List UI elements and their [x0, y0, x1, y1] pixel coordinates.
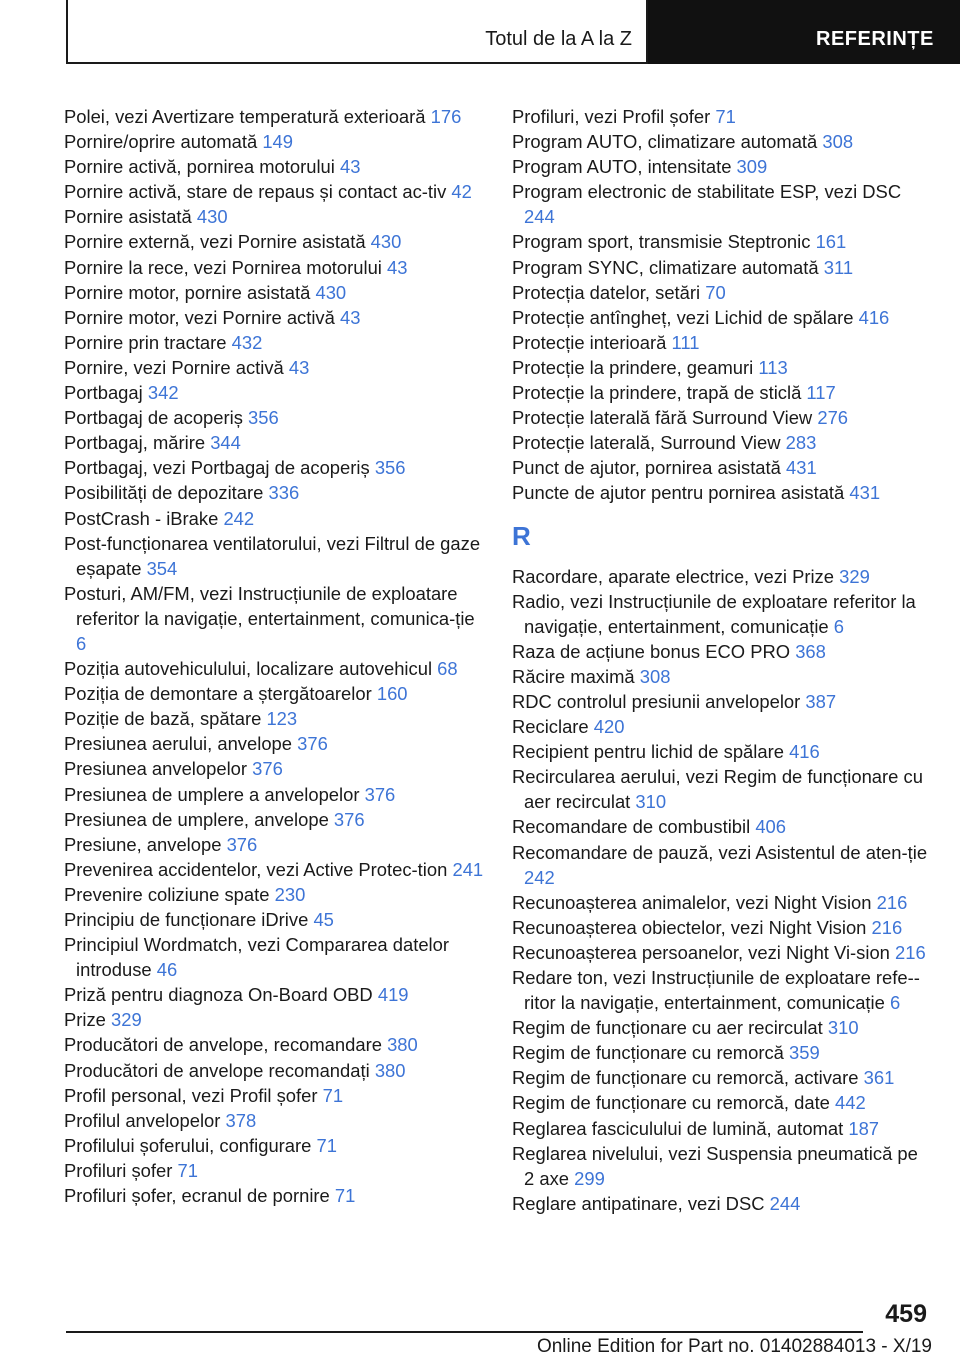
index-entry: [512, 764, 932, 814]
index-entry: [512, 589, 932, 639]
index-entry-page-link[interactable]: 310: [635, 791, 667, 813]
index-entry-text: Recunoașterea persoanelor, vezi Night Vi-sion: [512, 941, 890, 963]
index-entry-text: Redare ton, vezi Instrucțiunile de exploatare refe-ritor la navigație, entertainment, comunicație: [512, 967, 920, 1014]
index-entry-page-link[interactable]: 420: [593, 716, 625, 738]
index-entry-text: Pornire, vezi Pornire activă: [64, 356, 284, 378]
index-entry-text: Principiul Wordmatch, vezi Compararea datelor introduse: [64, 934, 449, 981]
index-entry-page-link[interactable]: 42: [451, 181, 472, 203]
footer-edition-text: Online Edition for Part no. 01402884013 - X/19: [536, 1336, 932, 1357]
index-entry-text: Protecție la prindere, trapă de sticlă: [512, 382, 802, 404]
index-entry: [64, 179, 484, 204]
index-entry-text: Protecția datelor, setări: [512, 281, 701, 303]
index-entry-page-link[interactable]: 187: [848, 1117, 880, 1139]
index-entry: [512, 104, 932, 129]
index-entry: [64, 255, 484, 280]
index-entry-text: Pornire la rece, vezi Pornirea motorului: [64, 256, 382, 278]
index-entry: [64, 280, 484, 305]
index-entry: [512, 154, 932, 179]
index-entry: [64, 581, 484, 656]
index-entry-text: Program electronic de stabilitate ESP, vezi DSC: [512, 181, 902, 203]
index-entry-text: Poziția autovehiculului, localizare autovehicul: [64, 658, 433, 680]
index-entry-text: Pornire prin tractare: [64, 331, 227, 353]
index-entry-page-link[interactable]: 356: [248, 407, 279, 429]
index-entry-page-link[interactable]: 329: [839, 565, 870, 587]
index-entry-text: Pornire/oprire automată: [64, 131, 258, 153]
index-entry-page-link[interactable]: 276: [817, 407, 849, 429]
index-entry-text: Presiunea de umplere a anvelopelor: [64, 783, 360, 805]
index-entry-page-link[interactable]: 299: [574, 1167, 605, 1189]
index-entry: [512, 405, 932, 430]
header-section-label: REFERINȚE: [816, 28, 934, 50]
index-entry: [64, 506, 484, 531]
index-entry-text: Portbagaj de acoperiș: [64, 407, 243, 429]
index-entry-page-link[interactable]: 43: [339, 306, 361, 328]
index-entry-page-link[interactable]: 283: [785, 432, 817, 454]
index-entry-page-link[interactable]: 378: [225, 1109, 257, 1131]
index-entry-text: Protecție interioară: [512, 331, 667, 353]
index-entry-text: Prize: [64, 1009, 106, 1031]
index-entry-page-link[interactable]: 376: [252, 758, 283, 780]
index-entry-page-link[interactable]: 113: [758, 356, 788, 378]
index-entry-page-link[interactable]: 310: [827, 1017, 859, 1039]
index-entry-text: Profil personal, vezi Profil șofer: [64, 1084, 318, 1106]
index-entry-page-link[interactable]: 43: [387, 256, 408, 278]
index-entry-text: Presiunea aerului, anvelope: [64, 733, 292, 755]
index-entry-page-link[interactable]: 149: [262, 131, 294, 153]
index-entry-page-link[interactable]: 70: [705, 281, 726, 303]
index-entry: [512, 1191, 932, 1216]
index-entry-page-link[interactable]: 336: [268, 482, 300, 504]
index-entry-text: Presiune, anvelope: [64, 833, 222, 855]
index-entry: [512, 129, 932, 154]
index-entry: [64, 782, 484, 807]
index-entry-text: Program SYNC, climatizare automată: [512, 256, 819, 278]
index-entry-text: Recircularea aerului, vezi Regim de funcționare cu aer recirculat: [512, 766, 923, 813]
index-entry: [64, 129, 484, 154]
index-entry-text: Recomandare de pauză, vezi Asistentul de aten-ție: [512, 841, 928, 863]
index-group-p: [512, 104, 932, 506]
index-entry-page-link[interactable]: 416: [858, 306, 890, 328]
index-entry-page-link[interactable]: 216: [895, 941, 926, 963]
index-entry-text: Prevenirea accidentelor, vezi Active Protec-tion: [64, 858, 448, 880]
index-entry: [64, 480, 484, 505]
index-entry: [64, 882, 484, 907]
index-entry: [512, 1090, 932, 1115]
index-entry-text: RDC controlul presiunii anvelopelor: [512, 690, 801, 712]
index-entry: [512, 940, 932, 965]
index-entry: [64, 305, 484, 330]
index-entry: [64, 430, 484, 455]
index-entry-page-link[interactable]: 387: [805, 690, 837, 712]
index-entry-text: Post-funcționarea ventilatorului, vezi Filtrul de gaze eșapate: [64, 532, 481, 579]
index-entry: [64, 455, 484, 480]
index-entry: [64, 154, 484, 179]
index-entry: [64, 330, 484, 355]
index-entry: [64, 1108, 484, 1133]
index-entry: [512, 890, 932, 915]
index-entry-text: Radio, vezi Instrucțiunile de exploatare referitor la navigație, entertainment, comunicație: [512, 590, 916, 637]
index-entry-page-link[interactable]: 368: [795, 640, 826, 662]
index-entry-page-link[interactable]: 176: [430, 106, 462, 127]
index-entry-page-link[interactable]: 6: [76, 632, 87, 654]
index-entry-text: Program sport, transmisie Steptronic: [512, 231, 811, 253]
index-entry-text: Protecție laterală, Surround View: [512, 432, 781, 454]
index-entry-page-link[interactable]: 430: [315, 281, 347, 303]
index-entry: [512, 814, 932, 839]
index-entry-page-link[interactable]: 161: [815, 231, 847, 253]
index-entry-page-link[interactable]: 6: [889, 992, 901, 1014]
index-section-letter: R: [512, 520, 531, 551]
index-entry: [64, 1133, 484, 1158]
index-entry-text: Portbagaj, mărire: [64, 432, 206, 454]
index-entry: [64, 982, 484, 1007]
index-entry-page-link[interactable]: 123: [266, 708, 298, 730]
index-entry: [512, 639, 932, 664]
index-entry: [512, 714, 932, 739]
index-entry-page-link[interactable]: 230: [274, 883, 306, 905]
index-entry: [512, 915, 932, 940]
index-entry: [64, 907, 484, 932]
index-entry: [64, 1032, 484, 1057]
index-entry-text: Răcire maximă: [512, 665, 635, 687]
index-entry-text: Pornire activă, pornirea motorului: [64, 156, 335, 178]
index-entry-text: Protecție antîngheț, vezi Lichid de spălare: [512, 306, 854, 328]
index-entry-text: Pornire motor, vezi Pornire activă: [64, 306, 335, 328]
index-entry: [512, 380, 932, 405]
index-group-r: [512, 564, 932, 1216]
index-entry-text: Punct de ajutor, pornirea asistată: [512, 457, 781, 479]
index-entry: [512, 564, 932, 589]
index-entry-page-link[interactable]: 431: [786, 457, 817, 479]
index-entry-text: Regim de funcționare cu remorcă, date: [512, 1092, 830, 1114]
index-entry: [512, 1116, 932, 1141]
index-entry-page-link[interactable]: 342: [147, 382, 179, 404]
index-entry-text: Pornire externă, vezi Pornire asistată: [64, 231, 366, 253]
index-entry-page-link[interactable]: 416: [789, 741, 820, 763]
index-entry-text: Recomandare de combustibil: [512, 816, 751, 838]
index-entry: [64, 832, 484, 857]
index-entry: [512, 330, 932, 355]
index-entry-page-link[interactable]: 419: [377, 984, 409, 1006]
index-entry-text: Reciclare: [512, 716, 589, 738]
index-entry: [64, 1183, 484, 1208]
index-entry-page-link[interactable]: 71: [316, 1134, 337, 1156]
index-entry-text: Recipient pentru lichid de spălare: [512, 741, 784, 763]
index-entry: [512, 1040, 932, 1065]
index-entry-text: Poziția de demontare a ștergătoarelor: [64, 683, 372, 705]
index-entry: [64, 1058, 484, 1083]
index-entry: [512, 1141, 932, 1191]
index-entry-page-link[interactable]: 308: [822, 131, 854, 153]
index-entry-page-link[interactable]: 361: [863, 1067, 895, 1089]
index-entry-page-link[interactable]: 244: [769, 1192, 801, 1214]
index-entry-text: Posturi, AM/FM, vezi Instrucțiunile de exploatare referitor la navigație, entertainment, comunica-ție: [64, 582, 475, 629]
index-entry: [64, 1083, 484, 1108]
index-entry-text: Prevenire coliziune spate: [64, 883, 270, 905]
index-entry-text: Posibilități de depozitare: [64, 482, 264, 504]
index-entry-page-link[interactable]: 71: [322, 1084, 344, 1106]
index-entry: [512, 430, 932, 455]
index-entry-text: Pornire motor, pornire asistată: [64, 281, 311, 303]
index-entry: [64, 1158, 484, 1183]
index-entry: [512, 455, 932, 480]
index-entry: [64, 857, 484, 882]
index-entry-text: Portbagaj, vezi Portbagaj de acoperiș: [64, 457, 370, 479]
index-entry-text: Pornire activă, stare de repaus și contact ac-tiv: [64, 181, 447, 203]
index-entry-text: Poziție de bază, spătare: [64, 708, 262, 730]
index-entry-text: Polei, vezi Avertizare temperatură exterioară: [64, 106, 426, 127]
index-entry: [64, 656, 484, 681]
index-entry-text: Profilului șoferului, configurare: [64, 1134, 312, 1156]
index-entry-page-link[interactable]: 216: [876, 891, 908, 913]
index-entry: [512, 739, 932, 764]
index-entry-text: PostCrash - iBrake: [64, 507, 219, 529]
header-title: Totul de la A la Z: [485, 28, 632, 50]
index-entry-text: Presiunea anvelopelor: [64, 758, 248, 780]
index-entry-text: Reglarea nivelului, vezi Suspensia pneumatică pe 2 axe: [512, 1142, 918, 1189]
index-entry-page-link[interactable]: 311: [823, 256, 854, 278]
index-entry: [512, 965, 932, 1015]
index-entry-page-link[interactable]: 160: [376, 683, 408, 705]
page-number: 459: [885, 1300, 927, 1328]
index-entry-text: Regim de funcționare cu remorcă: [512, 1042, 784, 1064]
index-column-right: [512, 104, 932, 1216]
index-entry-text: Profiluri șofer: [64, 1159, 173, 1181]
index-entry-page-link[interactable]: 376: [364, 783, 396, 805]
index-entry-page-link[interactable]: 242: [223, 507, 255, 529]
index-entry-page-link[interactable]: 376: [333, 808, 365, 830]
index-entry: [512, 280, 932, 305]
index-entry-text: Raza de acțiune bonus ECO PRO: [512, 640, 791, 662]
index-entry: [512, 1065, 932, 1090]
index-entry-text: Producători de anvelope recomandați: [64, 1059, 370, 1081]
index-entry: [512, 689, 932, 714]
index-entry-page-link[interactable]: 344: [210, 432, 241, 454]
index-entry-page-link[interactable]: 242: [524, 866, 555, 888]
index-entry-page-link[interactable]: 43: [340, 156, 361, 178]
index-entry: [64, 807, 484, 832]
index-entry-page-link[interactable]: 406: [755, 816, 786, 838]
index-entry-page-link[interactable]: 71: [177, 1159, 198, 1181]
index-entry-text: Priză pentru diagnoza On-Board OBD: [64, 984, 373, 1006]
index-entry-page-link[interactable]: 46: [156, 959, 178, 981]
index-entry: [512, 480, 932, 505]
index-entry-page-link[interactable]: 354: [146, 557, 178, 579]
index-entry: [64, 229, 484, 254]
index-entry-page-link[interactable]: 111: [671, 331, 700, 353]
index-entry-page-link[interactable]: 241: [452, 858, 484, 880]
index-entry: [64, 731, 484, 756]
index-entry: [64, 681, 484, 706]
index-entry-page-link[interactable]: 376: [226, 833, 258, 855]
index-entry-text: Program AUTO, intensitate: [512, 156, 732, 178]
index-entry: [512, 1015, 932, 1040]
index-entry: [64, 706, 484, 731]
index-entry-page-link[interactable]: 432: [231, 331, 263, 353]
index-entry-text: Recunoașterea obiectelor, vezi Night Vision: [512, 916, 867, 938]
index-entry-page-link[interactable]: 117: [806, 382, 836, 404]
index-entry-text: Regim de funcționare cu remorcă, activare: [512, 1067, 859, 1089]
index-entry: [64, 531, 484, 581]
index-entry: [512, 179, 932, 229]
index-entry-page-link[interactable]: 359: [789, 1042, 820, 1064]
header-section-tab: [648, 0, 960, 64]
index-entry-page-link[interactable]: 308: [639, 665, 671, 687]
index-entry-page-link[interactable]: 71: [715, 106, 736, 127]
index-entry-text: Profilul anvelopelor: [64, 1109, 221, 1131]
index-entry-text: Protecție la prindere, geamuri: [512, 356, 754, 378]
index-entry: [64, 104, 484, 129]
index-entry-text: Reglare antipatinare, vezi DSC: [512, 1192, 765, 1214]
index-entry: [512, 840, 932, 890]
index-entry: [512, 255, 932, 280]
index-entry: [64, 405, 484, 430]
index-entry-text: Principiu de funcționare iDrive: [64, 909, 309, 930]
index-column-left: [64, 104, 484, 1208]
index-entry: [64, 380, 484, 405]
index-entry-text: Protecție laterală fără Surround View: [512, 407, 813, 429]
index-entry-text: Racordare, aparate electrice, vezi Prize: [512, 565, 834, 587]
index-entry: [512, 355, 932, 380]
index-entry-page-link[interactable]: 431: [849, 482, 881, 504]
index-entry-page-link[interactable]: 216: [871, 916, 903, 938]
index-entry-page-link[interactable]: 356: [374, 457, 406, 479]
index-entry-text: Recunoașterea animalelor, vezi Night Vision: [512, 891, 872, 913]
index-entry-page-link[interactable]: 43: [288, 356, 310, 378]
index-entry-text: Portbagaj: [64, 382, 143, 404]
index-entry-page-link[interactable]: 68: [437, 658, 458, 680]
index-entry-page-link[interactable]: 45: [313, 909, 334, 930]
index-entry-page-link[interactable]: 71: [334, 1185, 356, 1207]
index-entry-text: Regim de funcționare cu aer recirculat: [512, 1017, 823, 1039]
header-title-box: [66, 0, 648, 64]
index-entry-text: Profiluri șofer, ecranul de pornire: [64, 1185, 330, 1207]
index-entry: [64, 932, 484, 982]
footer-divider: [66, 1331, 863, 1333]
index-entry-page-link[interactable]: 244: [524, 206, 555, 228]
index-entry-page-link[interactable]: 430: [196, 206, 228, 228]
index-entry-text: Program AUTO, climatizare automată: [512, 131, 818, 153]
index-entry: [512, 305, 932, 330]
index-entry-text: Puncte de ajutor pentru pornirea asistată: [512, 482, 845, 504]
index-entry-text: Pornire asistată: [64, 206, 192, 228]
index-entry-page-link[interactable]: 309: [736, 156, 768, 178]
index-entry-text: Presiunea de umplere, anvelope: [64, 808, 329, 830]
index-entry-page-link[interactable]: 376: [297, 733, 328, 755]
index-entry: [512, 664, 932, 689]
index-entry: [512, 229, 932, 254]
index-entry: [64, 355, 484, 380]
index-entry-page-link[interactable]: 430: [370, 231, 402, 253]
index-entry-text: Producători de anvelope, recomandare: [64, 1034, 382, 1056]
index-entry: [64, 756, 484, 781]
index-entry-text: Reglarea fasciculului de lumină, automat: [512, 1117, 844, 1139]
index-entry: [64, 1007, 484, 1032]
index-entry-text: Profiluri, vezi Profil șofer: [512, 106, 711, 127]
index-entry-page-link[interactable]: 329: [111, 1009, 142, 1031]
index-entry-page-link[interactable]: 380: [374, 1059, 406, 1081]
index-entry: [64, 204, 484, 229]
index-entry-page-link[interactable]: 6: [833, 615, 844, 637]
index-entry-page-link[interactable]: 380: [387, 1034, 418, 1056]
index-entry-page-link[interactable]: 442: [835, 1092, 866, 1114]
